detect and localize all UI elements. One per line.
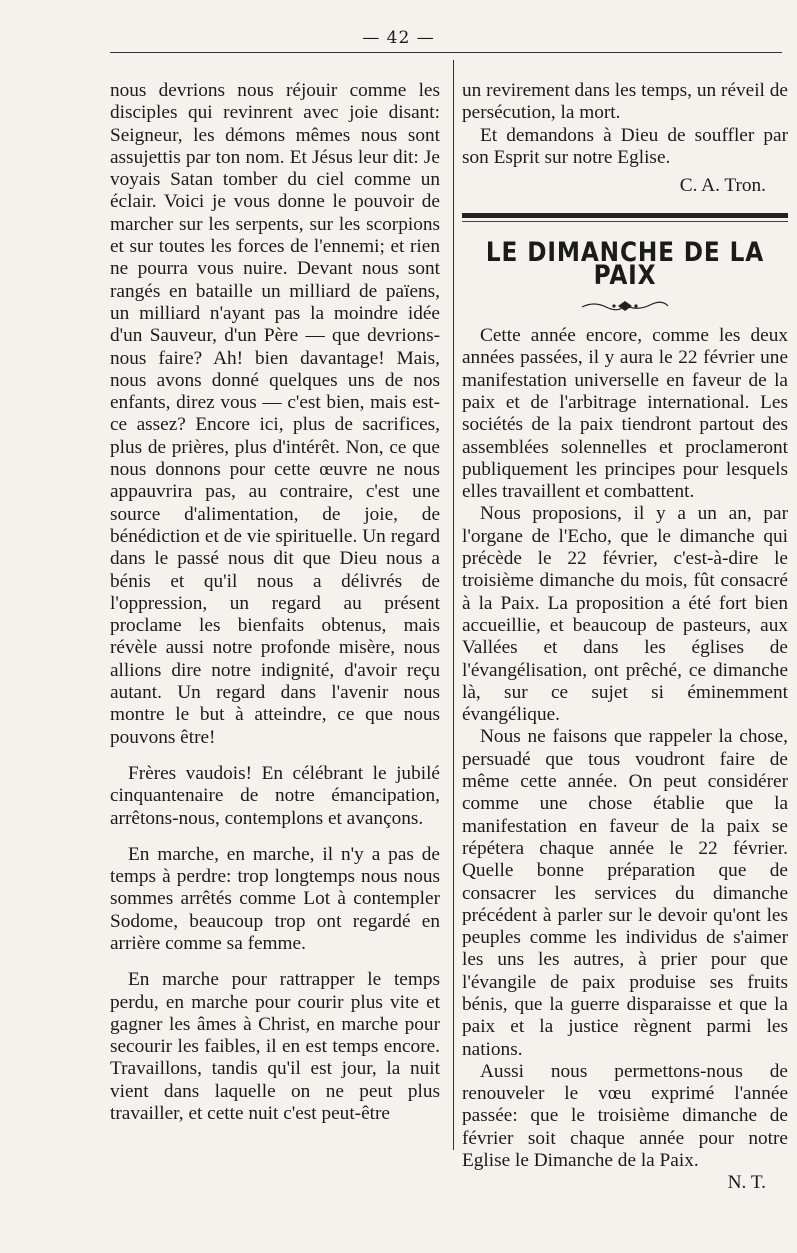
left-column bbox=[110, 80, 440, 1125]
right-paragraph-1: Cette année encore, comme les deux années passées, il y aura le 22 février une manifestation universelle en faveur de la paix et de l'arbitrage international. Les sociétés de la paix tiendront partout des assemblées solennelles et proclameront publiquement les principes pour lesquels elles travaillent et combattent. bbox=[462, 325, 788, 503]
left-paragraph-3: En marche, en marche, il n'y a pas de temps à perdre: trop longtemps nous nous sommes arrêtés comme Lot à contempler Sodome, beaucoup trop ont regardé en arrière comme sa femme. bbox=[110, 843, 440, 954]
column-divider bbox=[453, 60, 454, 1150]
section-rule-thick bbox=[462, 213, 788, 218]
right-paragraph-3: Nous ne faisons que rappeler la chose, persuadé que tous voudront faire de même cette année. On peut considérer comme une chose établie que la manifestation en faveur de la paix se répétera chaque année le 22 février. Quelle bonne préparation que de consacrer les services du dimanche précédent à parler sur le devoir qu'ont les peuples comme les individus de s'aimer les uns les autres, à prier pour que l'évangile de paix produise ses fruits bénis, que la guerre disparaisse et que la paix et la justice règnent parmi les nations. bbox=[462, 726, 788, 1060]
page-number: — 42 — bbox=[362, 28, 435, 48]
closing-paragraph: Et demandons à Dieu de souffler par son Esprit sur notre Eglise. bbox=[462, 124, 788, 168]
right-paragraph-4: Aussi nous permettons-nous de renouveler le vœu exprimé l'année passée: que le troisième dimanche de février soit chaque année pour notre Eglise le Dimanche de la Paix. bbox=[462, 1060, 788, 1172]
left-paragraph-4: En marche pour rattrapper le temps perdu, en marche pour courir plus vite et gagner les âmes à Christ, en marche pour secourir les faibles, il en est temps encore. Travaillons, tandis qu'il est jour, la nuit vient dans laquelle on ne peut plus travailler, et cette nuit c'est peut-être bbox=[110, 969, 440, 1125]
continuation-text: un revirement dans les temps, un réveil de persécution, la mort. bbox=[462, 80, 788, 124]
left-paragraph-1: nous devrions nous réjouir comme les disciples qui revinrent avec joie disant: Seigneur, les démons mêmes nous sont assujettis par ton nom. Et Jésus leur dit: Je voyais Satan tomber du ciel comme un éclair. Voici je vous donne le pouvoir de marcher sur les serpents, sur les scorpions et sur toutes les forces de l'ennemi; et rien ne pourra vous nuire. Devant nous sont rangés en bataille un milliard de païens, un milliard n'ayant pas la moindre idée d'un Sauveur, d'un Père — que devrions-nous faire? Ah! bien davantage! Mais, nous avons donné quelques uns de nos enfants, direz vous — c'est bien, mais est-ce assez? Encore ici, plus de sacrifices, plus de prières, plus d'intérêt. Non, ce que nous donnons pour cette œuvre ne nous appauvrira pas, au contraire, c'est une source d'alimentation, de joie, de bénédiction et de vie spirituelle. Un regard dans le passé nous dit que Dieu nous a bénis et qu'il nous a délivrés de l'oppression, un regard au présent proclame les bienfaits obtenus, mais révèle aussi notre profonde misère, nous allions dire notre indignité, d'avoir reçu autant. Un regard dans l'avenir nous montre le but à atteindre, ce que nous pouvons être! bbox=[110, 80, 440, 748]
right-column bbox=[462, 80, 788, 1195]
author-signature: C. A. Tron. bbox=[679, 175, 766, 197]
ornament-flourish-icon bbox=[462, 297, 788, 311]
right-paragraph-2: Nous proposions, il y a un an, par l'organe de l'Echo, que le dimanche qui précède le 22 février, c'est-à-dire le troisième dimanche du mois, fût consacré à la Paix. La proposition a été fort bien accueillie, et beaucoup de pasteurs, aux Vallées et dans les églises de l'évangélisation, ont prêché, ce dimanche là, sur ce sujet si éminemment évangélique. bbox=[462, 503, 788, 726]
closing-signature: N. T. bbox=[727, 1172, 766, 1194]
article-title: LE DIMANCHE DE LA PAIX bbox=[485, 237, 765, 291]
section-rule-thin bbox=[462, 221, 788, 222]
left-paragraph-2: Frères vaudois! En célébrant le jubilé cinquantenaire de notre émancipation, arrêtons-nous, contemplons et avançons. bbox=[110, 762, 440, 829]
header-rule bbox=[110, 52, 782, 53]
